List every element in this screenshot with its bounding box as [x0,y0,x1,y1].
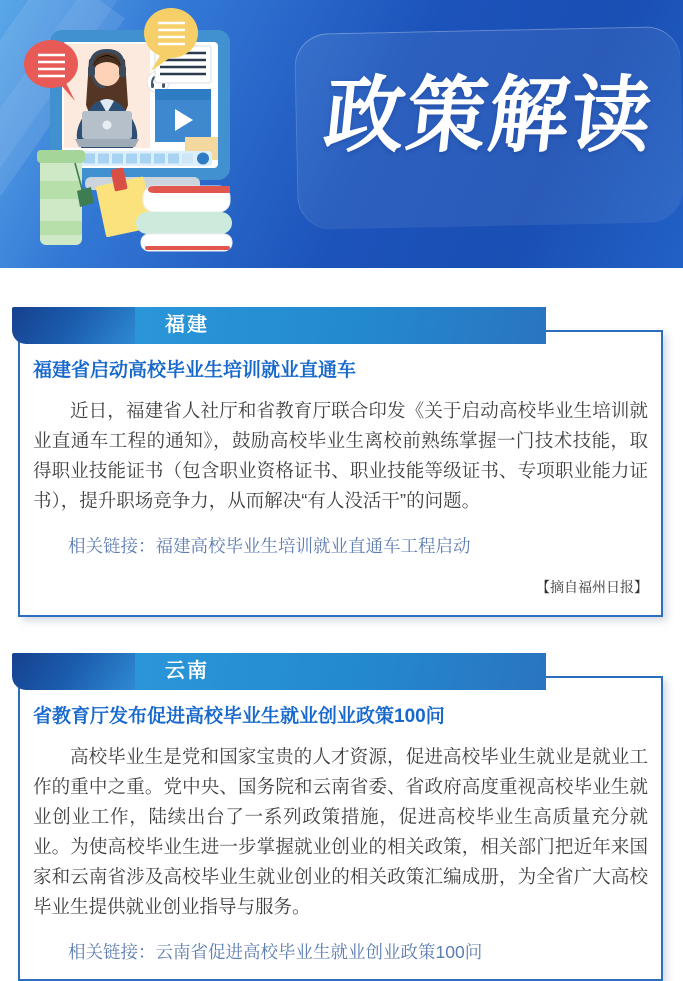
article-title: 福建省启动高校毕业生培训就业直通车 [33,360,357,381]
article-card [18,676,663,981]
region-label: 云南 [165,660,209,682]
books-icon [136,186,232,251]
region-label: 福建 [165,314,209,336]
region-bar [12,653,546,690]
online-training-illustration [15,5,250,255]
related-link[interactable]: 相关链接：福建高校毕业生培训就业直通车工程启动 [68,536,471,556]
hero-title: 政策解读 [320,69,658,162]
article-body: 近日，福建省人社厅和省教育厅联合印发《关于启动高校毕业生培训就业直通车工程的通知》，鼓励高校毕业生离校前熟练掌握一门技术技能，取得职业技能证书（包含职业资格证书、职业技能等级证书、专项职业能力证书），提升职场竞争力，从而解决“有人没活干”的问题。 [33,400,648,511]
progress-bar-icon [66,151,212,166]
region-bar-dark-segment [12,653,135,690]
section-fujian [0,307,683,617]
article-title: 省教育厅发布促进高校毕业生就业创业政策100问 [33,706,445,727]
article-body: 高校毕业生是党和国家宝贵的人才资源，促进高校毕业生就业是就业工作的重中之重。党中央、国务院和云南省委、省政府高度重视高校毕业生就业创业工作，陆续出台了一系列政策措施，促进高校毕业生高质量充分就业。为使高校毕业生进一步掌握就业创业的相关政策，相关部门把近年来国家和云南省涉及高校毕业生就业创业的相关政策汇编成册，为全省广大高校毕业生提供就业创业指导与服务。 [33,746,648,917]
region-bar-dark-segment [12,307,135,344]
hero-banner [0,0,683,268]
source-note: 【摘自福州日报】 [536,579,648,595]
article-card [18,330,663,617]
banner-strip [155,89,211,100]
section-yunnan [0,653,683,981]
related-link[interactable]: 相关链接：云南省促进高校毕业生就业创业政策100问 [68,942,483,962]
video-play-icon [155,100,211,142]
region-bar [12,307,546,344]
